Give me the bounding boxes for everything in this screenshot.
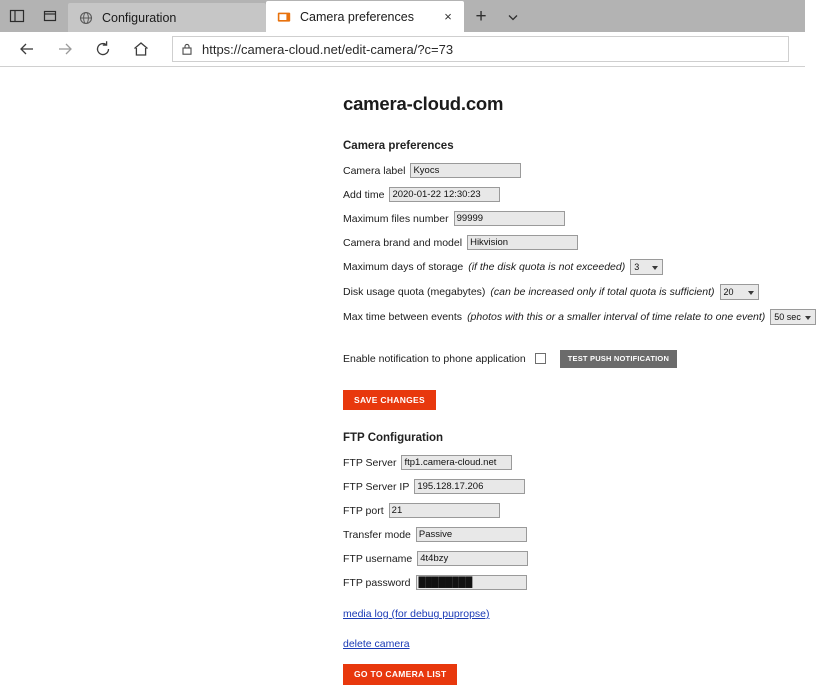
address-bar[interactable] <box>172 36 789 62</box>
field-ftp-password-row <box>343 575 763 590</box>
ftp-port-label: FTP port <box>343 504 384 517</box>
max-days-note: (if the disk quota is not exceeded) <box>468 261 626 273</box>
app-grid-icon[interactable] <box>0 0 34 32</box>
ftp-port-input[interactable]: 21 <box>389 503 500 518</box>
field-transfer-mode-row <box>343 527 763 542</box>
max-files-input[interactable]: 99999 <box>454 211 565 226</box>
camera-label-input[interactable]: Kyocs <box>410 163 521 178</box>
field-disk-quota-row <box>343 284 763 300</box>
tab-strip <box>0 0 805 32</box>
field-camera-label-row <box>343 163 763 178</box>
field-ftp-username-row <box>343 551 763 566</box>
tab-configuration[interactable] <box>68 3 266 32</box>
camera-brand-label: Camera brand and model <box>343 236 463 249</box>
enable-notification-label: Enable notification to phone application <box>343 352 526 365</box>
save-changes-row <box>343 390 763 411</box>
camera-label-label: Camera label <box>343 164 406 177</box>
page-title: camera-cloud.com <box>343 93 504 114</box>
field-max-files-row <box>343 211 763 226</box>
ftp-server-label: FTP Server <box>343 456 397 469</box>
camera-brand-input[interactable]: Hikvision <box>467 235 578 250</box>
forward-arrow-icon[interactable] <box>48 32 82 66</box>
camera-icon <box>276 9 292 25</box>
field-max-days-row <box>343 259 763 275</box>
go-to-camera-list-row <box>343 664 763 685</box>
field-max-time-events-row <box>343 309 801 325</box>
disk-quota-select[interactable]: 20 <box>720 284 759 300</box>
close-icon[interactable]: × <box>444 9 452 24</box>
home-icon[interactable] <box>124 32 158 66</box>
max-time-events-note: (photos with this or a smaller interval of time relate to one event) <box>467 311 766 323</box>
field-camera-brand-row <box>343 235 763 250</box>
disk-quota-label: Disk usage quota (megabytes) <box>343 286 486 298</box>
ftp-server-input[interactable]: ftp1.camera-cloud.net <box>401 455 512 470</box>
save-changes-button[interactable]: SAVE CHANGES <box>343 390 436 411</box>
field-add-time-row <box>343 187 763 202</box>
navigation-bar <box>0 32 805 67</box>
max-days-label: Maximum days of storage <box>343 261 464 273</box>
max-days-select[interactable]: 3 <box>630 259 663 275</box>
section-heading-ftp-configuration: FTP Configuration <box>343 432 444 444</box>
field-enable-notification-row <box>343 350 763 368</box>
delete-camera-link[interactable]: delete camera <box>343 638 410 650</box>
page-viewport <box>0 67 805 685</box>
ftp-server-ip-label: FTP Server IP <box>343 480 410 493</box>
section-heading-camera-preferences: Camera preferences <box>343 140 454 152</box>
ftp-password-label: FTP password <box>343 576 411 589</box>
max-files-label: Maximum files number <box>343 212 449 225</box>
transfer-mode-input[interactable]: Passive <box>416 527 527 542</box>
page-content <box>0 67 805 685</box>
tab-camera-preferences[interactable] <box>266 1 464 32</box>
field-ftp-server-row <box>343 455 763 470</box>
media-log-link-row <box>343 604 763 634</box>
chevron-down-icon[interactable] <box>498 2 528 32</box>
url-text: https://camera-cloud.net/edit-camera/?c=73 <box>202 41 454 57</box>
media-log-link[interactable]: media log (for debug pupropse) <box>343 608 490 620</box>
field-ftp-port-row <box>343 503 763 518</box>
max-time-events-select[interactable]: 50 sec <box>770 309 816 325</box>
go-to-camera-list-button[interactable]: GO TO CAMERA LIST <box>343 664 457 685</box>
ftp-username-input[interactable]: 4t4bzy <box>417 551 528 566</box>
new-tab-button[interactable]: + <box>475 6 487 27</box>
disk-quota-note: (can be increased only if total quota is sufficient) <box>490 286 715 298</box>
restore-window-icon[interactable] <box>34 0 68 32</box>
add-time-input[interactable]: 2020-01-22 12:30:23 <box>389 187 500 202</box>
tab-title: Camera preferences <box>300 9 414 24</box>
enable-notification-checkbox[interactable] <box>535 353 546 364</box>
test-push-notification-button[interactable]: TEST PUSH NOTIFICATION <box>560 350 677 368</box>
ftp-server-ip-input[interactable]: 195.128.17.206 <box>414 479 525 494</box>
add-time-label: Add time <box>343 188 385 201</box>
tab-title: Configuration <box>102 10 177 25</box>
delete-camera-link-row <box>343 634 763 664</box>
globe-icon <box>78 10 94 26</box>
max-time-events-label: Max time between events <box>343 311 463 323</box>
ftp-password-input[interactable]: ████████ <box>416 575 527 590</box>
reload-icon[interactable] <box>86 32 120 66</box>
back-arrow-icon[interactable] <box>10 32 44 66</box>
ftp-username-label: FTP username <box>343 552 413 565</box>
transfer-mode-label: Transfer mode <box>343 528 411 541</box>
field-ftp-server-ip-row <box>343 479 763 494</box>
lock-icon <box>181 42 193 56</box>
